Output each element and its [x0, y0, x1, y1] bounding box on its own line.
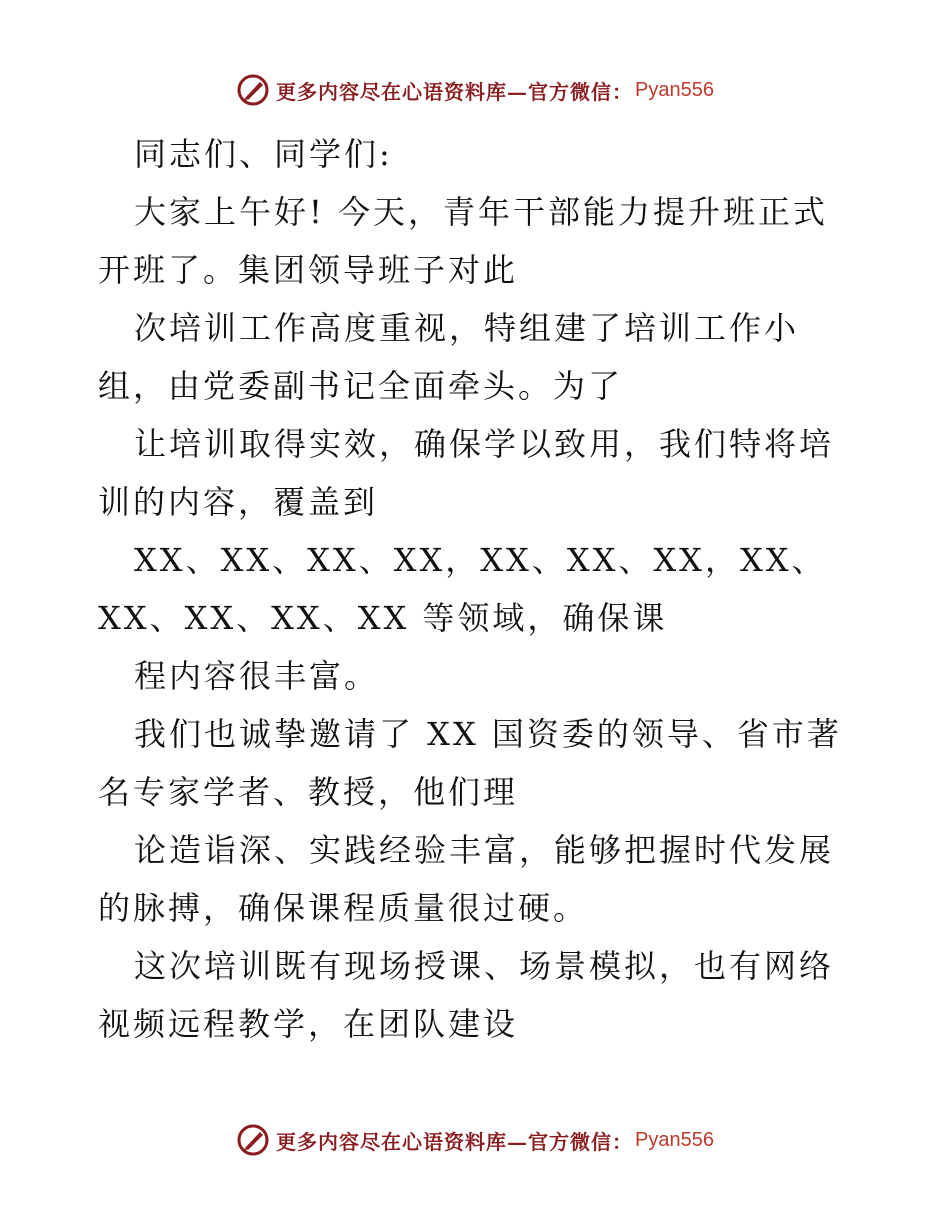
header-banner-text: 更多内容尽在心语资料库—官方微信：	[276, 79, 634, 104]
paragraph: 次培训工作高度重视，特组建了培训工作小组，由党委副书记全面牵头。为了	[98, 309, 800, 405]
paragraph: 论造诣深、实践经验丰富，能够把握时代发展的脉搏，确保课程质量很过硬。	[98, 831, 835, 927]
header-banner	[0, 70, 950, 110]
paragraph: 同志们、同学们:	[134, 135, 393, 173]
quill-pen-logo-icon	[236, 73, 270, 107]
paragraph: 让培训取得实效，确保学以致用，我们特将培训的内容，覆盖到	[98, 425, 835, 521]
paragraph: 程内容很丰富。	[134, 657, 380, 695]
footer-banner	[0, 1120, 950, 1160]
paragraph: XX、XX、XX、XX，XX、XX、XX，XX、XX、XX、XX、XX 等领域，确保课	[98, 541, 827, 637]
header-banner-wechat-id: Pyan556	[635, 78, 714, 101]
paragraph: 这次培训既有现场授课、场景模拟，也有网络视频远程教学，在团队建设	[98, 947, 835, 1043]
document-body	[98, 125, 858, 1053]
paragraph: 大家上午好! 今天，青年干部能力提升班正式开班了。集团领导班子对此	[98, 193, 829, 289]
footer-banner-text: 更多内容尽在心语资料库—官方微信：	[276, 1129, 634, 1154]
quill-pen-logo-icon	[236, 1123, 270, 1157]
paragraph: 我们也诚挚邀请了 XX 国资委的领导、省市著名专家学者、教授，他们理	[98, 715, 842, 811]
footer-banner-wechat-id: Pyan556	[635, 1128, 714, 1151]
